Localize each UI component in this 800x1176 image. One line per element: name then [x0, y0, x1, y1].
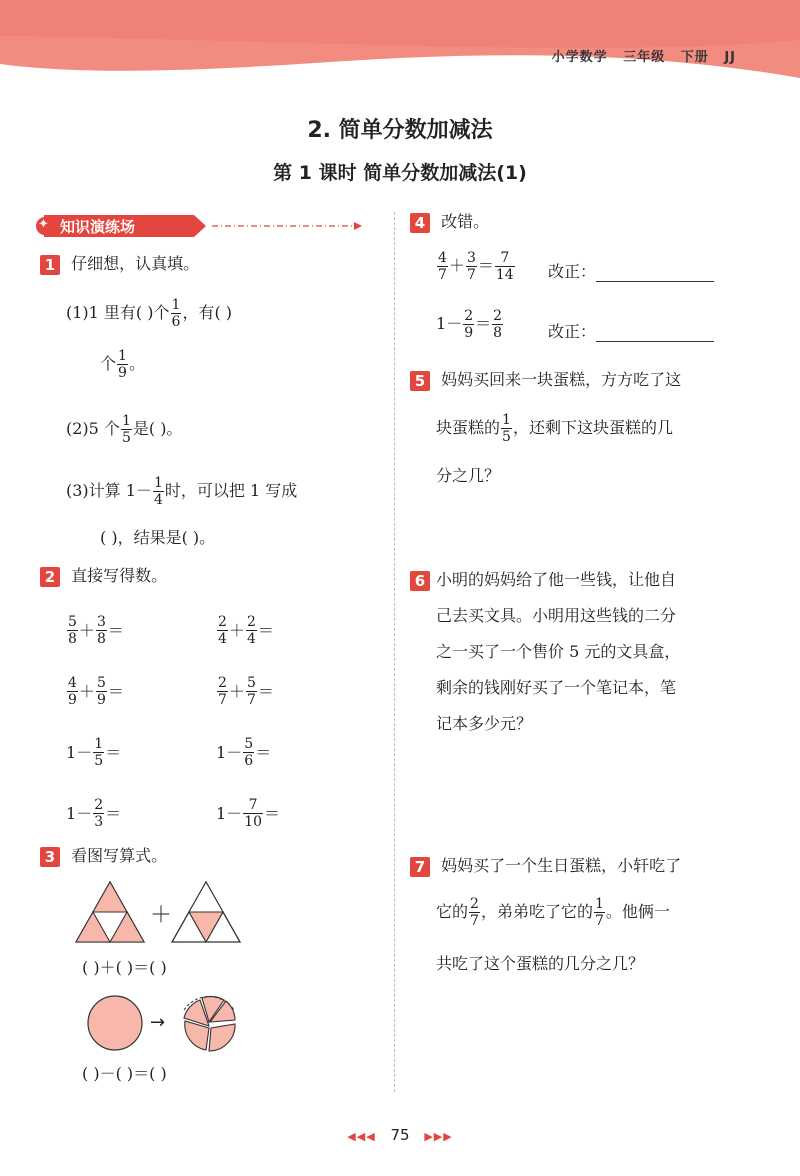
- q2-right-column: [216, 600, 280, 844]
- q2-heading: [40, 566, 167, 587]
- lesson-subtitle: 第 1 课时 简单分数加减法(1): [273, 162, 527, 184]
- q3-number: 3: [40, 847, 60, 867]
- q5-text-2b: ，还剩下这块蛋糕的几: [512, 418, 673, 437]
- header-subject: 小学数学: [551, 50, 608, 65]
- q4-number: 4: [410, 213, 430, 233]
- fraction: $\frac{5}{8}$: [68, 614, 77, 647]
- page-title: 2. 简单分数加减法: [307, 118, 493, 143]
- fraction: $\frac{2}{3}$: [94, 797, 104, 830]
- q5-line-3: 分之几？: [436, 466, 501, 485]
- q1-part3-cont: ( )，结果是( )。: [100, 528, 216, 547]
- q1-title: 仔细想，认真填。: [71, 254, 200, 273]
- circle-figure: [86, 994, 146, 1054]
- q2-number: 2: [40, 567, 60, 587]
- q6-line: 己去买文具。小明用这些钱的二分: [436, 606, 677, 625]
- q6-line: 小明的妈妈给了他一些钱，让他自: [436, 570, 677, 589]
- expression: $\frac{5}{8}$ ＋ $\frac{3}{8}$ ＝: [68, 614, 124, 647]
- fix-label: 改正：: [548, 322, 597, 341]
- fraction: $\frac{2}{8}$: [493, 308, 503, 341]
- q7-text-2c: 。他俩一: [605, 902, 670, 921]
- expression: 1 － $\frac{7}{10}$ ＝: [216, 797, 281, 830]
- fraction: $\frac{2}{7}$: [470, 896, 479, 929]
- q2-left-column: [66, 600, 124, 844]
- expression: 1 － $\frac{2}{3}$ ＝: [66, 797, 122, 830]
- expression: 1 － $\frac{1}{5}$ ＝: [66, 736, 122, 769]
- q1-part3: [66, 475, 297, 508]
- q6-number: 6: [410, 571, 430, 591]
- split-circle-figure: [176, 988, 242, 1054]
- fraction: $\frac{1}{5}$: [502, 412, 511, 445]
- q7-text-2b: ，弟弟吃了它的: [480, 902, 593, 921]
- fraction: $\frac{5}{9}$: [96, 675, 106, 708]
- q1-p3-text-a: (3)计算 1－: [66, 481, 152, 500]
- expression: $\frac{2}{4}$ ＋ $\frac{2}{4}$ ＝: [218, 614, 274, 647]
- q4-fix-2: [548, 322, 714, 342]
- fraction: $\frac{1}{4}$: [153, 475, 163, 508]
- fraction: $\frac{7}{14}$: [495, 250, 514, 283]
- arrow-icon: →: [150, 1012, 166, 1033]
- q5-text-1: 妈妈买回来一块蛋糕，方方吃了这: [441, 370, 682, 389]
- answer-line[interactable]: [596, 323, 714, 342]
- fraction: $\frac{7}{10}$: [244, 797, 263, 830]
- fraction: $\frac{1}{5}$: [94, 736, 104, 769]
- expression: $\frac{4}{9}$ ＋ $\frac{5}{9}$ ＝: [68, 675, 124, 708]
- q3-heading: [40, 846, 167, 867]
- q1-p2-text-a: (2)5 个: [66, 419, 120, 438]
- q1-p1-text-d: 。: [128, 354, 145, 373]
- q1-p1-text-c: 个: [100, 354, 117, 373]
- fraction: $\frac{1}{6}$: [171, 297, 181, 330]
- q1-number: 1: [40, 255, 60, 275]
- section-banner: [36, 213, 366, 243]
- fraction: $\frac{5}{6}$: [244, 736, 254, 769]
- triangle-figure-2: [170, 880, 242, 944]
- q7-number: 7: [410, 857, 430, 877]
- q7-text-1: 妈妈买了一个生日蛋糕，小轩吃了: [441, 856, 682, 875]
- fraction: $\frac{2}{4}$: [246, 614, 256, 647]
- answer-line[interactable]: [596, 263, 714, 282]
- column-divider: [394, 212, 395, 1092]
- q5-line-1: [410, 370, 681, 391]
- header-grade: 三年级: [623, 50, 666, 65]
- q6-line: 剩余的钱刚好买了一个笔记本，笔: [436, 678, 677, 697]
- q3-title: 看图写算式。: [71, 846, 168, 865]
- q1-p1-text-b: ，有( ): [182, 303, 233, 322]
- fraction: $\frac{1}{7}$: [594, 896, 604, 929]
- fraction: $\frac{2}{4}$: [218, 614, 227, 647]
- header-info: [552, 46, 736, 65]
- q5-number: 5: [410, 371, 430, 391]
- q4-error-1: $\frac{4}{7}$ ＋ $\frac{3}{7}$ ＝ $\frac{7}{14}$: [438, 250, 514, 283]
- q5-text-2a: 块蛋糕的: [436, 418, 501, 437]
- q6-line: 之一买了一个售价 5 元的文具盒，: [436, 642, 681, 661]
- page-footer: [0, 1126, 800, 1144]
- q7-text-2a: 它的: [436, 902, 469, 921]
- fraction: $\frac{3}{8}$: [96, 614, 106, 647]
- q4-error-2: 1－ $\frac{2}{9}$ ＝ $\frac{2}{8}$: [436, 308, 503, 341]
- fraction: $\frac{4}{7}$: [438, 250, 447, 283]
- fraction: $\frac{2}{9}$: [464, 308, 474, 341]
- q4-title: 改错。: [441, 212, 490, 231]
- q4-heading: [410, 212, 489, 233]
- q1-p1-text-a: (1)1 里有( )个: [66, 303, 170, 322]
- q2-title: 直接写得数。: [71, 566, 168, 585]
- q3-blanks-1: ( )＋( )＝( ): [82, 958, 167, 977]
- fraction: $\frac{5}{7}$: [246, 675, 256, 708]
- expression: $\frac{2}{7}$ ＋ $\frac{5}{7}$ ＝: [218, 675, 274, 708]
- page-number: 75: [390, 1126, 410, 1144]
- q1-part2: [66, 413, 182, 446]
- fraction: $\frac{3}{7}$: [466, 250, 476, 283]
- q4-fix-1: [548, 262, 714, 282]
- q1-part1: [66, 297, 232, 330]
- fraction: $\frac{4}{9}$: [68, 675, 77, 708]
- q7-line-1: [410, 856, 681, 877]
- q3-blanks-2: ( )－( )＝( ): [82, 1064, 167, 1083]
- fraction: $\frac{2}{7}$: [218, 675, 227, 708]
- next-arrows-icon: ▶▶▶: [424, 1130, 453, 1143]
- q5-line-2: [436, 412, 673, 445]
- q7-line-3: 共吃了这个蛋糕的几分之几？: [436, 954, 645, 973]
- fraction: $\frac{1}{5}$: [121, 413, 131, 446]
- q1-heading: [40, 254, 199, 275]
- q6-heading: [410, 570, 430, 591]
- star-icon: ✦: [38, 217, 49, 232]
- header-volume: 下册: [680, 50, 709, 65]
- prev-arrows-icon: ◀◀◀: [347, 1130, 376, 1143]
- triangle-figure-1: [74, 880, 146, 944]
- header-band: [0, 0, 800, 90]
- banner-label: 知识演练场: [60, 218, 136, 236]
- q1-p2-text-b: 是( )。: [132, 419, 183, 438]
- q1-p3-text-b: 时，可以把 1 写成: [164, 481, 298, 500]
- q1-part1-cont: [100, 348, 145, 381]
- fraction: $\frac{1}{9}$: [118, 348, 127, 381]
- plus-sign: ＋: [150, 903, 173, 928]
- header-edition: JJ: [724, 50, 736, 65]
- expression: 1 － $\frac{5}{6}$ ＝: [216, 736, 272, 769]
- fix-label: 改正：: [548, 262, 597, 281]
- q6-line: 记本多少元？: [436, 714, 533, 733]
- q7-line-2: [436, 896, 670, 929]
- q6-text: [436, 570, 680, 750]
